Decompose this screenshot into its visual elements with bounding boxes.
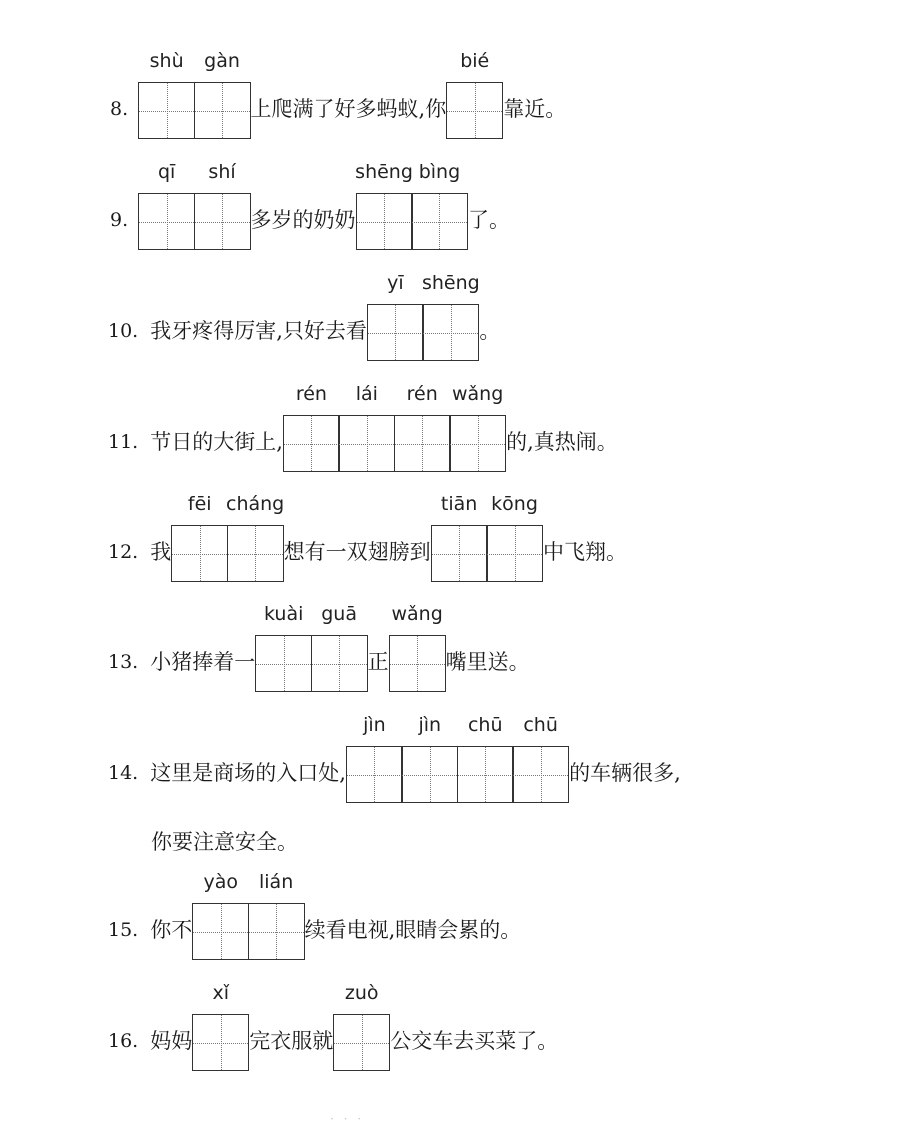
pinyin: shēng <box>355 161 413 183</box>
answer-group <box>355 161 468 250</box>
answer-group <box>389 603 446 692</box>
answer-group <box>171 493 285 582</box>
question-11 <box>108 383 618 472</box>
answer-group <box>333 982 390 1071</box>
sentence-continuation: 你要注意安全。 <box>151 830 298 854</box>
answer-box[interactable] <box>486 493 543 582</box>
sentence-text: 完衣服就 <box>249 1029 334 1053</box>
pinyin: tiān <box>440 493 478 515</box>
sentence-text: 你不 <box>150 918 193 942</box>
answer-box[interactable] <box>194 161 251 250</box>
answer-box[interactable] <box>171 493 228 582</box>
pinyin: gàn <box>204 50 240 72</box>
pinyin: yào <box>203 871 238 893</box>
answer-box[interactable] <box>311 603 368 692</box>
answer-box[interactable] <box>446 50 503 139</box>
answer-box[interactable] <box>449 383 506 472</box>
pinyin: bìng <box>418 161 461 183</box>
sentence-text: 的车辆很多, <box>569 761 681 785</box>
question-number: 15. <box>108 919 139 941</box>
question-number: 9. <box>110 209 129 231</box>
sentence-text: 妈妈 <box>150 1029 193 1053</box>
pinyin: bié <box>460 50 490 72</box>
sentence-text: 公交车去买菜了。 <box>390 1029 559 1053</box>
answer-group <box>255 603 367 692</box>
answer-box[interactable] <box>421 272 480 361</box>
pinyin: cháng <box>226 493 285 515</box>
answer-box[interactable] <box>194 50 251 139</box>
answer-group <box>283 383 506 472</box>
answer-box[interactable] <box>389 603 446 692</box>
pinyin: kōng <box>491 493 538 515</box>
question-13 <box>108 603 530 692</box>
answer-box[interactable] <box>431 493 488 582</box>
pinyin: lái <box>355 383 378 405</box>
question-16 <box>108 982 559 1071</box>
answer-box[interactable] <box>192 871 249 960</box>
pinyin: lián <box>259 871 294 893</box>
answer-box[interactable] <box>512 714 569 803</box>
pinyin: qī <box>157 161 176 183</box>
pinyin: yī <box>387 272 404 294</box>
sentence-text: 嘴里送。 <box>445 650 530 674</box>
sentence-text: 靠近。 <box>503 97 567 121</box>
pinyin: guā <box>321 603 357 625</box>
answer-box[interactable] <box>138 50 195 139</box>
pinyin: kuài <box>264 603 304 625</box>
pinyin: xǐ <box>212 982 229 1004</box>
question-15 <box>108 871 522 960</box>
question-number: 10. <box>108 320 139 342</box>
sentence-text: 正 <box>367 650 389 674</box>
answer-box[interactable] <box>248 871 305 960</box>
answer-box[interactable] <box>457 714 514 803</box>
pinyin: wǎng <box>451 383 504 405</box>
answer-box[interactable] <box>346 714 403 803</box>
sentence-text: 小猪捧着一 <box>150 650 256 674</box>
pinyin: jìn <box>418 714 442 736</box>
pinyin: jìn <box>363 714 386 736</box>
answer-box[interactable] <box>394 383 451 472</box>
pinyin: zuò <box>344 982 379 1004</box>
sentence-text: 的,真热闹。 <box>506 430 618 454</box>
pinyin: wǎng <box>391 603 443 625</box>
pinyin: shí <box>208 161 236 183</box>
sentence-text: 中飞翔。 <box>543 540 628 564</box>
question-number: 16. <box>108 1030 139 1052</box>
pinyin: rén <box>406 383 438 405</box>
sentence-text: 了。 <box>467 208 510 232</box>
pinyin: rén <box>295 383 327 405</box>
pinyin: chū <box>467 714 503 736</box>
answer-box[interactable] <box>355 161 413 250</box>
pinyin: shù <box>149 50 184 72</box>
answer-group <box>138 50 250 139</box>
answer-group <box>138 161 250 250</box>
sentence-text: 多岁的奶奶 <box>250 208 356 232</box>
sentence-text: 这里是商场的入口处, <box>150 761 346 785</box>
answer-box[interactable] <box>333 982 390 1071</box>
answer-box[interactable] <box>338 383 395 472</box>
answer-box[interactable] <box>401 714 458 803</box>
pinyin: fēi <box>187 493 212 515</box>
answer-box[interactable] <box>138 161 195 250</box>
sentence-text: 想有一双翅膀到 <box>283 540 431 564</box>
question-number: 12. <box>108 541 139 563</box>
sentence-text: 我 <box>150 540 172 564</box>
answer-group <box>446 50 503 139</box>
answer-box[interactable] <box>226 493 285 582</box>
answer-box[interactable] <box>283 383 340 472</box>
answer-box[interactable] <box>367 272 424 361</box>
question-9 <box>110 161 510 250</box>
pinyin: chū <box>523 714 558 736</box>
answer-group <box>346 714 569 803</box>
sentence-text: 。 <box>479 319 501 343</box>
sentence-text: 上爬满了好多蚂蚁,你 <box>250 97 447 121</box>
pinyin: shēng <box>421 272 480 294</box>
answer-group <box>192 982 249 1071</box>
question-14 <box>108 714 681 803</box>
answer-box[interactable] <box>411 161 468 250</box>
answer-box[interactable] <box>255 603 312 692</box>
sentence-text: 节日的大街上, <box>150 430 283 454</box>
question-number: 14. <box>108 762 139 784</box>
answer-group <box>431 493 543 582</box>
page-footer: · · · <box>330 1112 365 1122</box>
sentence-text: 续看电视,眼睛会累的。 <box>304 918 522 942</box>
question-10 <box>108 272 501 361</box>
question-number: 11. <box>108 431 139 453</box>
answer-group <box>367 272 480 361</box>
question-number: 8. <box>110 98 129 120</box>
question-12 <box>108 493 628 582</box>
answer-box[interactable] <box>192 982 249 1071</box>
question-number: 13. <box>108 651 139 673</box>
answer-group <box>192 871 304 960</box>
question-8 <box>110 50 567 139</box>
sentence-text: 我牙疼得厉害,只好去看 <box>150 319 367 343</box>
